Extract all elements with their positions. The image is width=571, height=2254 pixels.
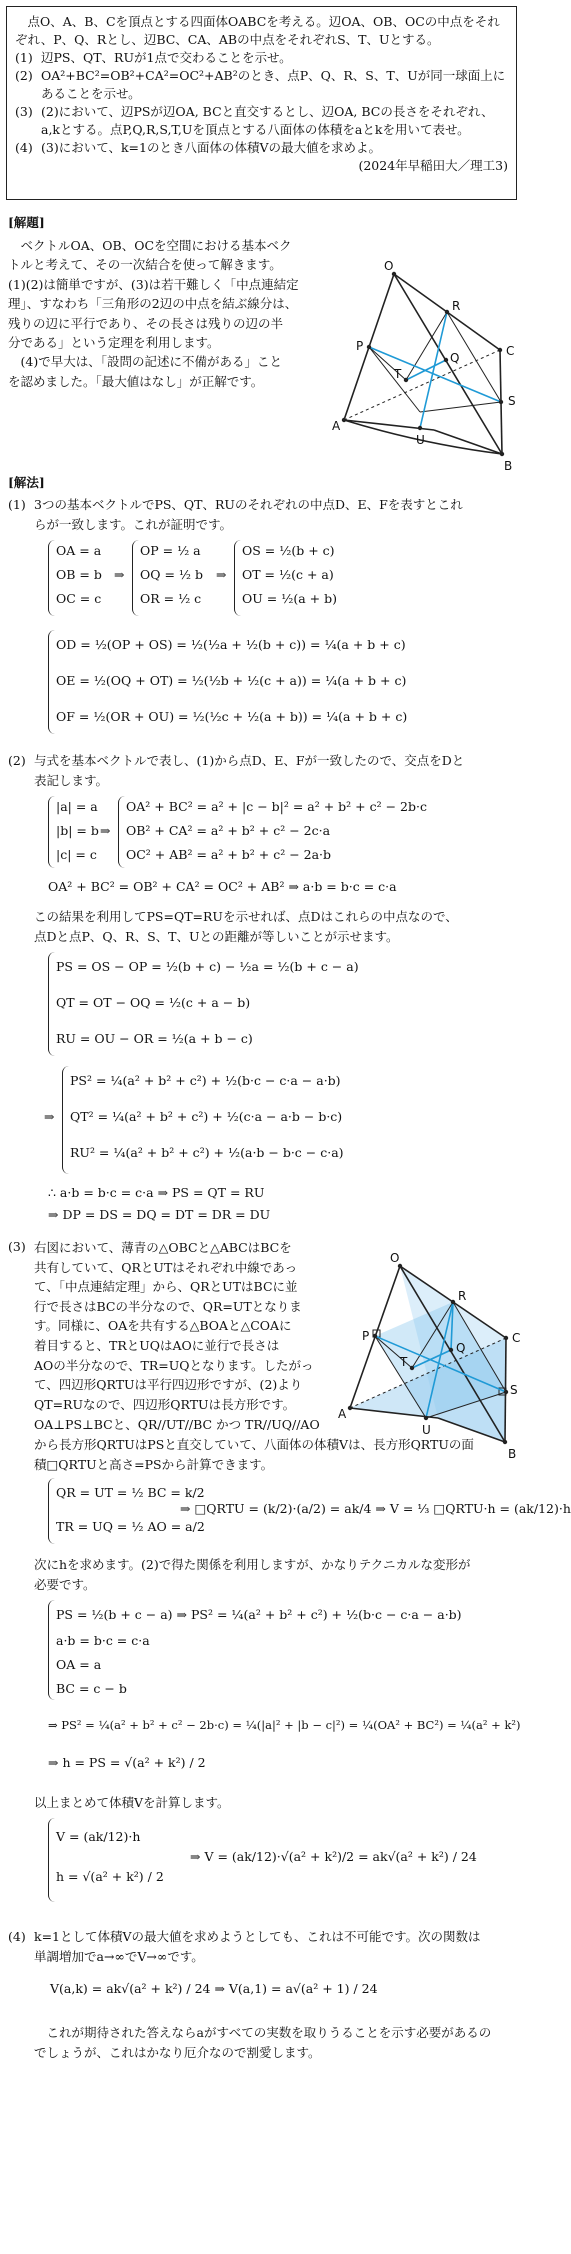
explanation-line: 共有していて、QRとUTはそれぞれ中線であっ bbox=[34, 1259, 298, 1275]
kaidai-line: 残りの辺に平行であり、その長さは残りの辺の半 bbox=[8, 315, 284, 331]
explanation-line: て、「中点連結定理」から、QRとUTはBCに並 bbox=[34, 1279, 298, 1295]
equation: OF = ½(OR + OU) = ½(½c + ½(a + b)) = ¼(a + b + c) bbox=[56, 709, 408, 724]
equation: QT² = ¼(a² + b² + c²) + ½(c·a − a·b − b·c) bbox=[70, 1109, 343, 1124]
equation: |c| = c bbox=[56, 847, 97, 862]
question-text: OA²+BC²=OB²+CA²=OC²+AB²のとき、点P、Q、R、S、T、Uが同一球面上にあることを示せ。 bbox=[41, 68, 506, 101]
problem-box bbox=[6, 6, 517, 200]
equation: ⇒ □QRTU = (k/2)·(a/2) = ak/4 ⇒ V = ⅓ □QRTU·h = (ak/12)·h bbox=[180, 1501, 571, 1516]
problem-intro: 点O、A、B、Cを頂点とする四面体OABCを考える。辺OA、OB、OCの中点をそれぞれ、P、Q、Rとし、辺BC、CA、ABの中点をそれぞれS、T、Uとする。 bbox=[15, 14, 500, 47]
explanation-line: QT=RUなので、四辺形QRTUは長方形です。 bbox=[34, 1396, 296, 1412]
explanation-line: す。同様に、OAを共有する△BOAと△COAに bbox=[34, 1318, 292, 1334]
brace bbox=[132, 540, 139, 616]
problem-source: (2024年早稲田大／理工3) bbox=[358, 158, 508, 173]
kaidai-line: (4)で早大は、「設問の記述に不備がある」こと bbox=[20, 354, 282, 370]
question-4 bbox=[15, 139, 508, 157]
equation: RU² = ¼(a² + b² + c²) + ½(a·b − b·c − c·a) bbox=[70, 1145, 344, 1160]
question-1 bbox=[15, 49, 508, 67]
kaidai-line: 分である」という定理を利用します。 bbox=[8, 335, 220, 351]
equation: OR = ½ c bbox=[140, 591, 202, 606]
equation: OB² + CA² = a² + b² + c² − 2c·a bbox=[126, 823, 331, 838]
equation: PS² = ¼(a² + b² + c²) + ½(b·c − c·a − a·b) bbox=[70, 1073, 341, 1088]
explanation-line: 表記します。 bbox=[34, 773, 109, 788]
part3-text bbox=[34, 1238, 364, 1414]
equation: h = √(a² + k²) / 2 bbox=[56, 1869, 164, 1884]
explanation-line: 右図において、薄青の△OBCと△ABCはBCを bbox=[34, 1240, 292, 1255]
equation: ⇒ h = PS = √(a² + k²) / 2 bbox=[48, 1755, 206, 1770]
equation: OE = ½(OQ + OT) = ½(½b + ½(c + a)) = ¼(a + b + c) bbox=[56, 673, 407, 688]
brace bbox=[48, 540, 55, 616]
vertex-label: T bbox=[400, 1355, 408, 1369]
brace bbox=[48, 630, 55, 734]
question-number: (1) bbox=[15, 50, 33, 65]
equation: QR = UT = ½ BC = k/2 bbox=[56, 1485, 205, 1500]
equation: OP = ½ a bbox=[140, 543, 201, 558]
kaidai-line: (1)(2)は簡単ですが、(3)は若干難しく「中点連結定 bbox=[8, 276, 299, 292]
explanation-line: 必要です。 bbox=[34, 1577, 96, 1592]
brace bbox=[62, 1066, 69, 1174]
equation: OU = ½(a + b) bbox=[242, 591, 337, 606]
equation: OD = ½(OP + OS) = ½(½a + ½(b + c)) = ¼(a + b + c) bbox=[56, 637, 406, 652]
vertex-label: B bbox=[504, 459, 513, 473]
question-text: 辺PS、QT、RUが1点で交わることを示せ。 bbox=[41, 50, 292, 65]
octahedron-figure bbox=[338, 1252, 523, 1466]
equation: OT = ½(c + a) bbox=[242, 567, 334, 582]
vertex-label: B bbox=[508, 1447, 517, 1461]
part-number: (3) bbox=[8, 1239, 26, 1254]
vertex-label: A bbox=[332, 419, 341, 433]
vertex-label: S bbox=[510, 1383, 518, 1397]
vertex-label: P bbox=[362, 1329, 370, 1343]
brace bbox=[118, 796, 125, 868]
brace bbox=[234, 540, 241, 616]
equation: ⇒ V = (ak/12)·√(a² + k²)/2 = ak√(a² + k²) / 24 bbox=[190, 1849, 477, 1864]
question-number: (2) bbox=[15, 68, 33, 83]
part-number: (1) bbox=[8, 497, 26, 512]
equation: OC = c bbox=[56, 591, 102, 606]
explanation-line: 与式を基本ベクトルで表し、(1)から点D、E、Fが一致したので、交点をDと bbox=[34, 753, 465, 768]
implies-symbol: ⇒ bbox=[216, 567, 227, 582]
explanation-line: 以上まとめて体積Vを計算します。 bbox=[34, 1795, 230, 1810]
equation: OC² + AB² = a² + b² + c² − 2a·b bbox=[126, 847, 332, 862]
explanation-line: k=1として体積Vの最大値を求めようとしても、これは不可能です。次の関数は bbox=[34, 1929, 481, 1944]
equation: ⇒ PS² = ¼(a² + b² + c² − 2b·c) = ¼(|a|² + |b − c|²) = ¼(OA² + BC²) = ¼(a² + k²) bbox=[48, 1718, 521, 1732]
question-2 bbox=[15, 67, 508, 103]
vertex-label: O bbox=[384, 259, 394, 273]
explanation-line: これが期待された答えならaがすべての実数を取りうることを示す必要があるの bbox=[46, 2025, 492, 2040]
equation: OB = b bbox=[56, 567, 102, 582]
part-number: (4) bbox=[8, 1929, 26, 1944]
vertex-label: T bbox=[394, 367, 402, 381]
explanation-line: 積□QRTUと高さ=PSから計算できます。 bbox=[34, 1457, 274, 1472]
implies-symbol: ⇒ bbox=[114, 567, 125, 582]
kaidai-header: [解題] bbox=[8, 215, 45, 230]
equation: |b| = b bbox=[56, 823, 99, 838]
kaidai-line: を認めました。「最大値はなし」が正解です。 bbox=[8, 373, 264, 389]
brace bbox=[48, 796, 55, 868]
kaidai-line: 理」、すなわち「三角形の2辺の中点を結ぶ線分は、 bbox=[8, 296, 298, 312]
equation: RU = OU − OR = ½(a + b − c) bbox=[56, 1031, 253, 1046]
equation: TR = UQ = ½ AO = a/2 bbox=[56, 1519, 205, 1534]
brace bbox=[48, 1818, 55, 1902]
vertex-label: Q bbox=[450, 351, 460, 365]
equation: OA = a bbox=[56, 1657, 102, 1672]
kaidai-line: ベクトルOA、OB、OCを空間における基本ベク bbox=[20, 238, 292, 253]
equation: QT = OT − OQ = ½(c + a − b) bbox=[56, 995, 251, 1010]
question-number: (3) bbox=[15, 104, 33, 119]
vertex-label: U bbox=[422, 1423, 431, 1437]
question-number: (4) bbox=[15, 140, 33, 155]
brace bbox=[48, 1600, 55, 1700]
equation: |a| = a bbox=[56, 799, 98, 814]
vertex-label: O bbox=[390, 1251, 400, 1265]
vertex-label: R bbox=[452, 299, 461, 313]
equation: PS = ½(b + c − a) ⇒ PS² = ¼(a² + b² + c²) + ½(b·c − c·a − a·b) bbox=[56, 1607, 462, 1622]
implies-symbol: ⇒ bbox=[100, 823, 111, 838]
equation: OQ = ½ b bbox=[140, 567, 204, 582]
explanation-line: 3つの基本ベクトルでPS、QT、RUのそれぞれの中点D、E、Fを表すとこれ bbox=[34, 497, 463, 512]
equation: OA² + BC² = OB² + CA² = OC² + AB² ⇒ a·b = b·c = c·a bbox=[48, 879, 397, 894]
equation: OS = ½(b + c) bbox=[242, 543, 335, 558]
vertex-label: U bbox=[416, 433, 425, 447]
vertex-label: Q bbox=[456, 1341, 466, 1355]
tetrahedron-figure bbox=[332, 258, 522, 478]
vertex-label: C bbox=[512, 1331, 521, 1345]
kaidai-line: トルと考えて、その一次結合を使って解きます。 bbox=[8, 257, 282, 273]
explanation-line: から長方形QRTUはPSと直交していて、八面体の体積Vは、長方形QRTUの面 bbox=[34, 1437, 474, 1452]
explanation-line: らが一致します。これが証明です。 bbox=[34, 517, 233, 532]
vertex-label: P bbox=[356, 339, 364, 353]
explanation-line: て、四辺形QRTUは平行四辺形ですが、(2)より bbox=[34, 1377, 303, 1393]
equation: ⇒ DP = DS = DQ = DT = DR = DU bbox=[48, 1207, 271, 1222]
equation: a·b = b·c = c·a bbox=[56, 1633, 150, 1648]
kaidai-body bbox=[8, 236, 348, 391]
equation: OA = a bbox=[56, 543, 102, 558]
vertex-label: C bbox=[506, 344, 515, 358]
question-text: (2)において、辺PSが辺OA, BCと直交するとし、辺OA, BCの長さをそれぞれ、a,kとする。点P,Q,R,S,T,Uを頂点とする八面体の体積をaとkを用いて表せ。 bbox=[41, 104, 494, 137]
question-3 bbox=[15, 103, 508, 139]
explanation-line: OA⊥PS⊥BCと、QR//UT//BC かつ TR//UQ//AO bbox=[34, 1417, 320, 1432]
brace bbox=[48, 1478, 55, 1544]
equation: V = (ak/12)·h bbox=[56, 1829, 141, 1844]
explanation-line: でしょうが、これはかなり厄介なので割愛します。 bbox=[34, 2045, 321, 2060]
equation: ∴ a·b = b·c = c·a ⇒ PS = QT = RU bbox=[48, 1185, 265, 1200]
explanation-line: 次にhを求めます。(2)で得た関係を利用しますが、かなりテクニカルな変形が bbox=[34, 1557, 471, 1572]
vertex-label: A bbox=[338, 1407, 347, 1421]
explanation-line: 着目すると、TRとUQはAOに並行で長さは bbox=[34, 1337, 280, 1353]
equation: PS = OS − OP = ½(b + c) − ½a = ½(b + c − a) bbox=[56, 959, 359, 974]
explanation-line: AOの半分なので、TR=UQとなります。したがっ bbox=[34, 1357, 314, 1373]
equation: BC = c − b bbox=[56, 1681, 127, 1696]
question-text: (3)において、k=1のとき八面体の体積Vの最大値を求めよ。 bbox=[41, 140, 381, 155]
brace bbox=[48, 952, 55, 1056]
implies-symbol: ⇒ bbox=[44, 1109, 55, 1124]
equation: OA² + BC² = a² + |c − b|² = a² + b² + c² − 2b·c bbox=[126, 799, 427, 814]
explanation-line: 点Dと点P、Q、R、S、T、Uとの距離が等しいことが示せます。 bbox=[34, 929, 399, 944]
explanation-line: 単調増加でa→∞でV→∞です。 bbox=[34, 1949, 204, 1964]
equation: V(a,k) = ak√(a² + k²) / 24 ⇒ V(a,1) = a√(a² + 1) / 24 bbox=[50, 1981, 378, 1996]
vertex-label: R bbox=[458, 1289, 467, 1303]
vertex-label: S bbox=[508, 394, 516, 408]
kaiho-header: [解法] bbox=[8, 475, 45, 490]
explanation-line: 行で長さはBCの半分なので、QR=UTとなりま bbox=[34, 1298, 302, 1314]
part-number: (2) bbox=[8, 753, 26, 768]
explanation-line: この結果を利用してPS=QT=RUを示せれば、点Dはこれらの中点なので、 bbox=[34, 909, 458, 924]
